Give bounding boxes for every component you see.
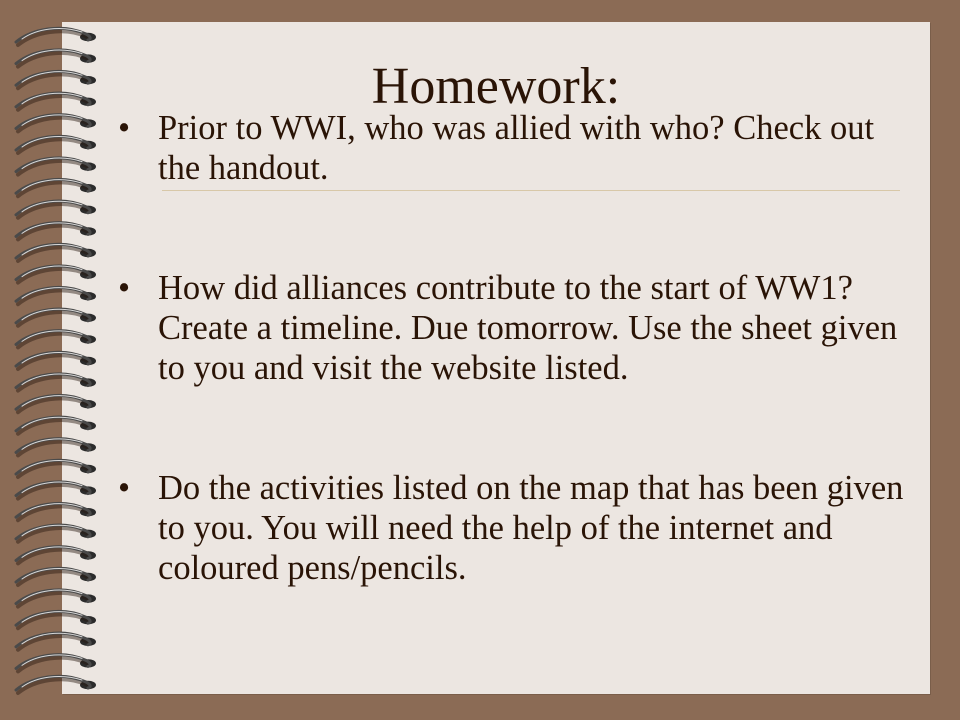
spiral-coil: [16, 395, 96, 412]
spiral-coil: [16, 115, 96, 132]
spiral-coil: [16, 71, 96, 88]
bullet-dot: •: [118, 109, 131, 147]
list-item: [118, 468, 908, 588]
spiral-coil: [16, 136, 96, 153]
spiral-coil: [16, 287, 96, 304]
list-item-text: Do the activities listed on the map that has been given to you. You will need the help of the internet and coloured pens/pencils.: [158, 469, 904, 587]
spiral-coil: [16, 633, 96, 650]
spiral-coil: [16, 352, 96, 369]
spiral-coil: [16, 611, 96, 628]
spiral-coil: [16, 503, 96, 520]
spiral-coil: [16, 158, 96, 175]
list-item: [118, 268, 908, 388]
slide-title: Homework:: [371, 58, 621, 115]
spiral-binding-icon: [0, 0, 120, 720]
bullet-dot: •: [118, 469, 131, 507]
spiral-coil: [16, 179, 96, 196]
spiral-coil: [16, 50, 96, 67]
bullet-dot: •: [118, 269, 131, 307]
spiral-coil: [16, 439, 96, 456]
spiral-coil: [16, 482, 96, 499]
spiral-coil: [16, 460, 96, 477]
spiral-coil: [16, 28, 96, 45]
spiral-coil: [16, 417, 96, 434]
spiral-coil: [16, 309, 96, 326]
spiral-coil: [16, 547, 96, 564]
spiral-coil: [16, 525, 96, 542]
spiral-coil: [16, 374, 96, 391]
spiral-coil: [16, 223, 96, 240]
spiral-coil: [16, 201, 96, 218]
spiral-coil: [16, 655, 96, 672]
spiral-coil: [16, 590, 96, 607]
list-item-text: How did alliances contribute to the start of WW1? Create a timeline. Due tomorrow. Use the sheet given to you and visit the website listed.: [158, 269, 898, 387]
spiral-coil: [16, 676, 96, 693]
homework-list: [118, 108, 908, 588]
list-item-text: Prior to WWI, who was allied with who? Check out the handout.: [158, 109, 875, 187]
spiral-coil: [16, 244, 96, 261]
spiral-coil: [16, 568, 96, 585]
list-item: [118, 108, 908, 188]
spiral-coil: [16, 266, 96, 283]
spiral-coil: [16, 93, 96, 110]
spiral-coil: [16, 331, 96, 348]
